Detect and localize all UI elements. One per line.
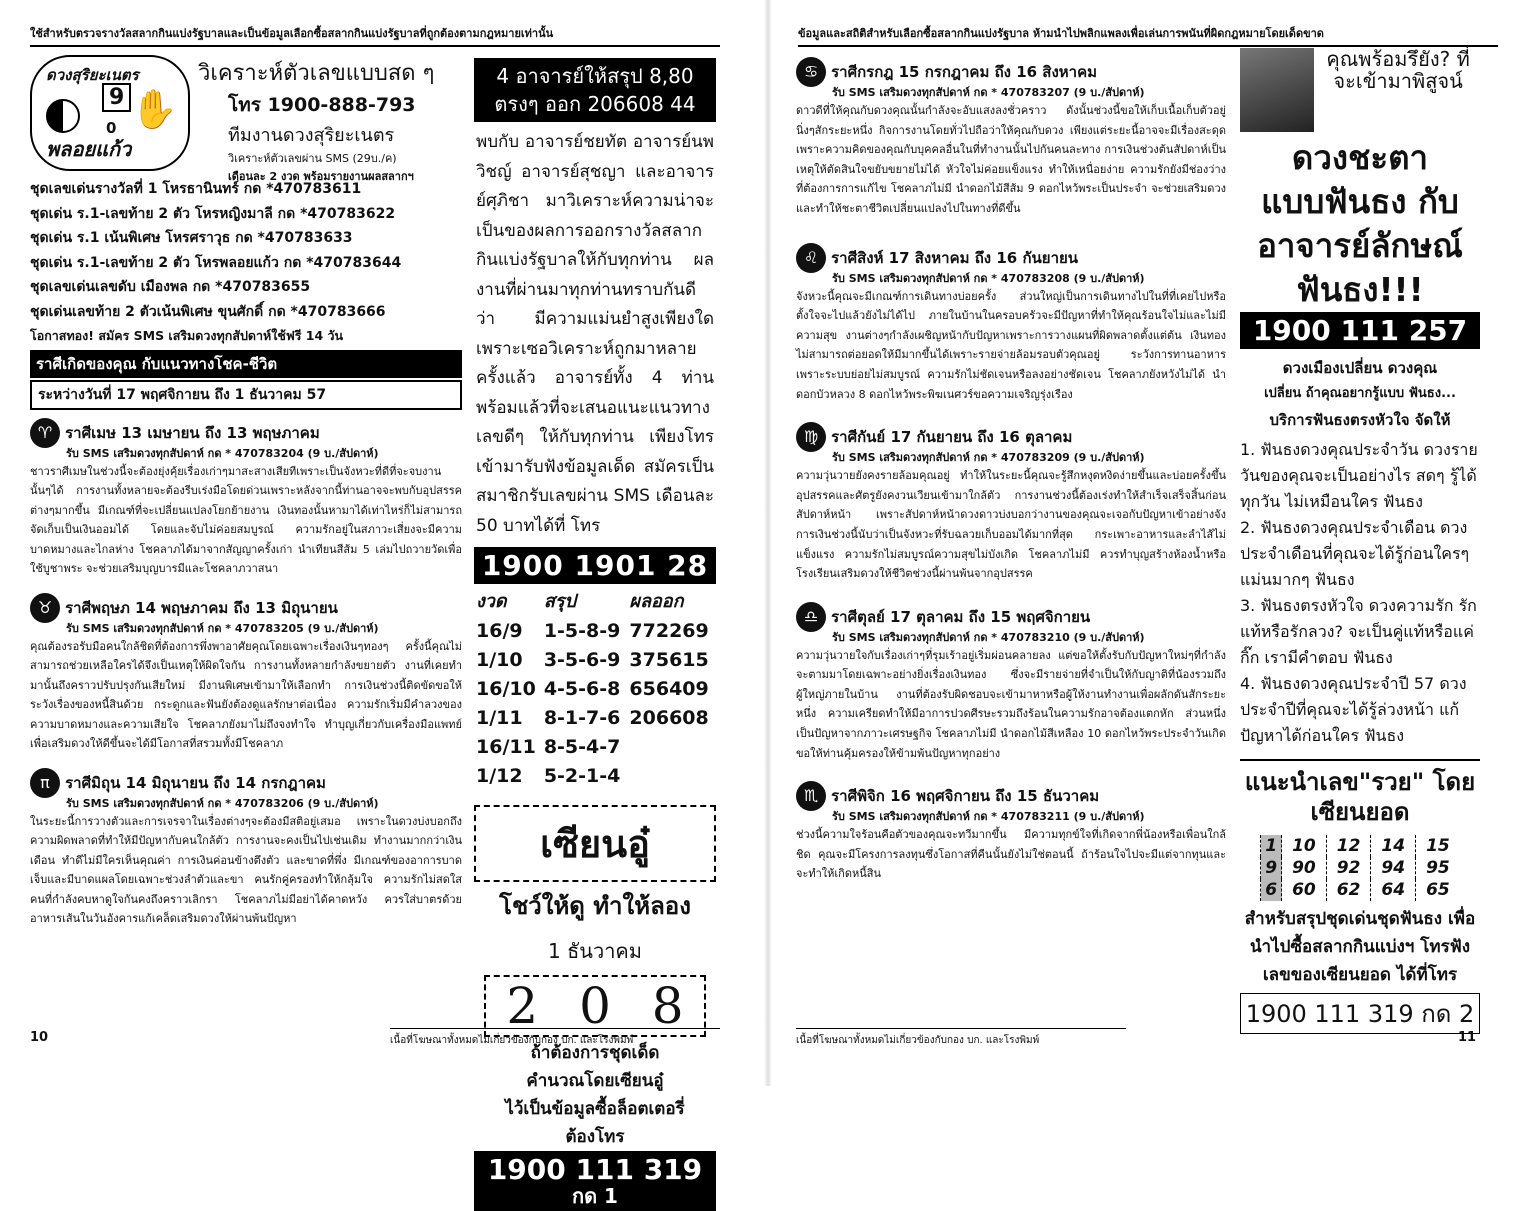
zodiac-sms: รับ SMS เสริมดวงทุกสัปดาห์ กด * 470783204 (9 บ./สัปดาห์)	[66, 446, 379, 460]
rich-numbers-title: แนะนำเลข"รวย" โดยเซียนยอด	[1240, 759, 1480, 827]
xian-digit: 0	[579, 977, 611, 1035]
zodiac-scorpio	[796, 781, 1226, 884]
libra-icon: ♎	[796, 602, 826, 632]
zodiac-sms: รับ SMS เสริมดวงทุกสัปดาห์ กด * 470783211 (9 บ./สัปดาห์)	[832, 810, 1145, 824]
scorpio-icon: ♏	[796, 781, 826, 811]
ad-headline-line: อาจารย์ลักษณ์	[1257, 226, 1463, 265]
logo-number-nine: 9	[102, 83, 131, 112]
table-cell: 64	[1371, 879, 1416, 901]
list-item: 2. ฟันธงดวงคุณประจำเดือน ดวงประจำเดือนที่คุณจะได้รู้ก่อนใครๆ แม่นมากๆ ฟันธง	[1240, 518, 1470, 589]
zodiac-title: ราศีเมษ 13 เมษายน ถึง 13 พฤษภาคม	[65, 423, 320, 442]
table-cell: 9	[1261, 857, 1282, 879]
grid-phone: 1900 111 319 กด 2	[1240, 993, 1480, 1034]
zodiac-text: ช่วงนี้ความใจร้อนคือตัวของคุณจะทวีมากขึ้น มีความทุกข์ใจที่เกิดจากพี่น้องหรือเพื่อนใกล้ชิด คุณจะมีโครงการลงทุนซึ่งโอกาสที่คืนนั้นยังไม่ใช่ตอนนี้ ถ้าร้อนใจไปจะมีแต่จากทุนและจะทำให้เกิดหนี้สิน	[796, 828, 1226, 881]
table-cell: 656409	[629, 678, 709, 700]
list-item: 3. ฟันธงตรงหัวใจ ดวงความรัก รักแท้หรือรักลวง? จะเป็นคู่แท้หรือแค่กิ๊ก เรามีคำตอบ ฟันธง	[1240, 596, 1477, 667]
right-footer: เนื้อที่โฆษณาทั้งหมดไม่เกี่ยวข้องกับกอง บก. และโรงพิมพ์	[796, 1028, 1126, 1048]
sms-promo: โอกาสทอง! สมัคร SMS เสริมดวงทุกสัปดาห์ใช้ฟรี 14 วัน	[30, 328, 344, 343]
table-cell: 5-2-1-4	[543, 765, 621, 787]
table-cell: 375615	[629, 649, 709, 671]
table-cell: 8-1-7-6	[543, 707, 621, 729]
taurus-icon: ♉	[30, 593, 60, 623]
right-page	[768, 0, 1536, 1086]
zodiac-sms: รับ SMS เสริมดวงทุกสัปดาห์ กด * 470783207 (9 บ./สัปดาห์)	[832, 86, 1145, 99]
table-row	[474, 675, 716, 704]
table-cell: 10	[1282, 835, 1327, 857]
four-masters-body: พบกับ อาจารย์ชยทัต อาจารย์นพวิชญ์ อาจารย์สุชญา และอาจารย์ศุภิชา มาวิเคราะห์ความน่าจะเป็นของผลการออกรางวัลสลากกินแบ่งรัฐบาลให้กับทุกท่าน ผลงานที่ผ่านมาทุกท่านทราบกันดีว่า มีความแม่นยำสูงเพียงใด เพราะเซอวิเคราะห์ถูกมาหลายครั้งแล้ว อาจารย์ทั้ง 4 ท่านพร้อมแล้วที่จะเสนอแนะแนวทางเลขดีๆ ให้กับทุกท่าน เพียงโทรเข้ามารับฟังข้อมูลเด็ด สมัครเป็นสมาชิกรับเลขผ่าน SMS เดือนละ 50 บาทได้ที่ โทร	[476, 132, 714, 536]
table-row	[474, 704, 716, 733]
zodiac-aries	[30, 418, 462, 579]
xian-title: เซียนอู๋	[474, 805, 716, 882]
zodiac-text: ดาวดีที่ให้คุณกับดวงคุณนั้นกำลังจะอับแสงลงชั่วคราว ดังนั้นช่วงนี้ขอให้เก็บเนื้อเก็บตัวอยู่นิ่งๆสักระยะหนึ่ง กิจการงานโดยทั่วไปถือว่าให้คุณกับดวง เพียงแต่ระยะนี้อาจจะมีเรื่องสะดุดเพราะความคิดของคุณกับบุคคลอื่นในที่ทำงานนั้นไปกันคนละทาง การเงินช่วงต้นสัปดาห์เป็นเหตุให้ตัดสินใจขยับขยายไม่ได้ หัวใจไม่ค่อยแข็งแรง ทำให้เหนื่อยง่าย ความรักยังมีช่องว่างที่ต้องการการแก้ไข โชคลาภไม่มี นำดอกไม้สีส้ม 9 ดอกไหว้พระเป็นประจำ จะช่วยเสริมดวงและทำให้ชะตาชีวิตเปลี่ยนแปลงไปในทางที่ดีขึ้น	[796, 104, 1226, 215]
brand-team: ทีมงานดวงสุริยะเนตร	[228, 125, 395, 146]
zodiac-text: ความวุ่นวายยังคงรายล้อมคุณอยู่ ทำให้ในระยะนี้คุณจะรู้สึกหงุดหงิดง่ายขึ้นและบ่อยครั้งขึ้น อุปสรรคและศัตรูยังคงวนเวียนเข้ามาใกล้ตัว การงานช่วงนี้ต้องเร่งทำให้สำเร็จเสร็จสิ้นก่อนสัปดาห์หน้า เพราะสัปดาห์หน้าดวงดาวบ่งบอกว่างานของคุณจะเจอกับปัญหาเข้าอย่างจัง การเงินช่วงนี้นับว่าเป็นจังหวะที่รับฉลวยเก็บออมได้มากที่สุด กระเพาะอาหารและลำไส้ไม่แข็งแรง ความรักไม่สมบูรณ์ความสุขไม่บังเกิด โชคลาภไม่มี ควรทำบุญสร้างห้องน้ำหรือโรงเรียนเสริมดวงให้ชีวิตช่วงนี้ผ่านพ้นจากอุปสรรค	[796, 469, 1226, 581]
xian-info	[474, 1039, 716, 1151]
sms-code-item: ชุดเด่นเลขท้าย 2 ตัวเน้นพิเศษ ขุนศักดิ์ กด *470783666	[30, 303, 386, 320]
table-cell: 90	[1282, 857, 1327, 879]
astrologer-ad-column	[1240, 48, 1480, 1034]
zodiac-title: ราศีกรกฎ 15 กรกฎาคม ถึง 16 สิงหาคม	[831, 63, 1097, 81]
table-cell: 4-5-6-8	[543, 678, 621, 700]
rich-numbers-grid	[1260, 835, 1460, 901]
xian-info-line: ต้องโทร	[565, 1127, 625, 1147]
table-cell: 1/11	[476, 707, 523, 729]
zodiac-leo	[796, 243, 1226, 405]
virgo-icon: ♍	[796, 422, 826, 452]
sms-code-list	[30, 177, 462, 349]
zodiac-title: ราศีกันย์ 17 กันยายน ถึง 16 ตุลาคม	[831, 428, 1073, 447]
xian-digit: 2	[506, 977, 539, 1035]
sms-code-item: ชุดเด่น ร.1-เลขท้าย 2 ตัว โหรพลอยแก้ว กด *470783644	[30, 254, 402, 271]
table-row	[1261, 857, 1460, 879]
zodiac-sms: รับ SMS เสริมดวงทุกสัปดาห์ กด * 470783208 (9 บ./สัปดาห์)	[832, 271, 1145, 285]
zodiac-sms: รับ SMS เสริมดวงทุกสัปดาห์ กด * 470783206 (9 บ./สัปดาห์)	[66, 796, 379, 810]
table-cell: 92	[1326, 857, 1371, 879]
xian-info-line: ถ้าต้องการชุดเด็ด	[530, 1043, 660, 1063]
logo-bottom-text: พลอยแก้ว	[46, 137, 132, 161]
ad-headline-line: ฟันธง!!!	[1296, 270, 1424, 309]
palm-hand-icon: ✋	[130, 87, 178, 131]
zodiac-sms: รับ SMS เสริมดวงทุกสัปดาห์ กด * 470783209 (9 บ./สัปดาห์)	[832, 451, 1145, 465]
table-cell: 15	[1416, 835, 1460, 857]
table-cell: 60	[1282, 879, 1327, 901]
left-page	[0, 0, 768, 1208]
table-row	[1261, 835, 1460, 857]
xian-phone-box	[474, 1151, 716, 1211]
table-cell: 65	[1416, 879, 1460, 901]
zodiac-sms: รับ SMS เสริมดวงทุกสัปดาห์ กด * 470783205 (9 บ./สัปดาห์)	[66, 621, 379, 635]
right-zodiac-column	[796, 57, 1226, 902]
ad-subtitle-line: บริการฟันธงตรงหัวใจ จัดให้	[1269, 411, 1451, 429]
four-masters-phone: 1900 1901 28	[474, 547, 716, 584]
table-row	[474, 762, 716, 791]
brand-box	[30, 55, 462, 183]
table-cell: 16/9	[476, 620, 523, 642]
table-cell: 16/10	[476, 678, 536, 700]
table-cell: 6	[1261, 879, 1282, 901]
zodiac-title: ราศีมิถุน 14 มิถุนายน ถึง 14 กรกฎาคม	[65, 773, 326, 792]
table-cell: 1	[1261, 835, 1282, 857]
logo-number-zero: 0	[106, 119, 117, 137]
right-top-line: ข้อมูลและสถิติสำหรับเลือกซื้อสลากกินแบ่งรัฐบาล ห้ามนำไปพลิกแพลงเพื่อเล่นการพนันที่ผิดกฎหมายโดยเด็ดขาด	[798, 24, 1498, 47]
table-row	[474, 646, 716, 675]
zodiac-gemini	[30, 768, 462, 929]
xian-info-line: ไว้เป็นข้อมูลซื้อล็อตเตอรี่	[505, 1099, 685, 1119]
zodiac-banner: ราศีเกิดของคุณ กับแนวทางโชค-ชีวิต	[30, 350, 462, 378]
table-cell: 206608	[629, 707, 709, 729]
sms-code-item: ชุดเด่น ร.1-เลขท้าย 2 ตัว โหรหญิงมาลี กด *470783622	[30, 205, 396, 222]
left-column	[30, 55, 462, 929]
table-row	[474, 733, 716, 762]
table-cell: 3-5-6-9	[543, 649, 621, 671]
logo-top-text: ดวงสุริยะเนตร	[46, 66, 139, 84]
zodiac-text: คุณต้องรอรับมือคนใกล้ชิดที่ต้องการพึ่งพาอาศัยคุณโดยเฉพาะเรื่องเงินๆทองๆ ครั้งนี้คุณไม่สามารถช่วยเหลือใครได้จึงเป็นเหตุให้ผิดใจกัน การงานทั้งหลายกำลังขยายตัว งานที่เคยทำมานั้นถึงคราวปรับปรุงกันเสียใหม่ มีงานพิเศษเข้ามาให้เลือกทำ การเงินช่วงนี้ติดขัดขอให้ระวังเรื่องของหนี้สินด้วย กระดูกและฟันยังต้องดูแลรักษาต่อเนื่อง ความรักเริ่มมีคำลวงของความบาดหมางและความเสียใจ โชคลาภยังมาไม่ถึงจงทำใจ ทำบุญเกี่ยวกับเครื่องมือแพทย์เพื่อเสริมดวงให้ดีขึ้นจะได้มีโอกาสที่สรวมทั้งมีโชคลาภ	[30, 639, 462, 750]
zodiac-title: ราศีพฤษภ 14 พฤษภาคม ถึง 13 มิถุนายน	[65, 598, 338, 617]
brand-monthly: เดือนละ 2 งวด พร้อมรายงานผลสลากฯ	[228, 170, 414, 183]
zodiac-libra	[796, 602, 1226, 764]
zodiac-text: ชาวราศีเมษในช่วงนี้จะต้องยุ่งคุ้ยเรื่องเก่าๆมาสะสางเสียทีเพราะเป็นจังหวะที่ดีที่จะจบงานนั้นๆได้ การงานทั้งหลายจะต้องรีบเร่งมือโดยด่วนเพราะหลังจากนี้ท่านอาจจะพบกับอุปสรรคต่างๆมากขึ้น มีเกณฑ์ที่จะเปลี่ยนแปลงโยกย้ายงาน เงินทองนั้นหามาได้เท่าไหร่ก็ไม่สามารถจัดเก็บเป็นเงินออมได้ โดยและจับไม่ค่อยสมบูรณ์ ความรักอยู่ในสภาวะเสี่ยงจะมีความบาดหมางและไกลห่าง โชคลาภได้มาจากสัญญาครั้งเก่า นำเทียนสีส้ม 5 เล่มไปถวายวัดเพื่อใช้บูชาพระ จะช่วยเสริมบุญบารมีและโชคลาภวาสนา	[30, 464, 462, 575]
cancer-icon: ♋	[796, 57, 826, 87]
ad-headline-line: แบบฟันธง กับ	[1261, 182, 1459, 221]
grid-description: สำหรับสรุปชุดเด่นชุดฟันธง เพื่อนำไปซื้อสลากกินแบ่งฯ โทรฟังเลขของเซียนยอด ได้ที่โทร	[1244, 909, 1476, 985]
zodiac-text: ในระยะนี้การวางตัวและการเจรจาในเรื่องต่างๆจะต้องมีสติอยู่เสมอ เพราะในดวงบ่งบอกถึงความผิดพลาดที่ทำให้มีปัญหากับคนใกล้ตัว การงานจะคงเป็นไปเช่นเดิม ทำงานมากกว่าเงินเดือน ทำดีไม่มีใครเห็นคุณค่า การเงินค่อนข้างตึงตัว และขาดที่พึ่ง มีเกณฑ์ของอาการบาดเจ็บและมีบาดแผลโดยเฉพาะช่วงลำตัวและขา คนรักคู่ครองทำให้กลุ้มใจ ความรักไม่สดใส คนที่กำลังคบหาดูใจกันคงถึงคราวเลิกรา โชคลาภไม่มีอย่าได้คาดหวัง ควรใส่บาตรด้วยอาหารเส้นในวันอังคารแก้เคล็ดเสริมดวงให้ผ่านพ้นปัญหา	[30, 814, 462, 925]
aries-icon: ♈	[30, 418, 60, 448]
ad-headline	[1240, 136, 1480, 312]
table-cell: 8-5-4-7	[543, 736, 621, 758]
table-cell: 14	[1371, 835, 1416, 857]
brand-phone: โทร 1900-888-793	[228, 94, 416, 116]
left-top-line: ใช้สำหรับตรวจรางวัลสลากกินแบ่งรัฐบาลและเป็นข้อมูลเลือกซื้อสลากกินแบ่งรัฐบาลที่ถูกต้องตามกฎหมายเท่านั้น	[30, 24, 720, 47]
zodiac-title: ราศีตุลย์ 17 ตุลาคม ถึง 15 พฤศจิกายน	[831, 607, 1091, 626]
results-table	[474, 584, 716, 791]
xian-phone: 1900 111 319	[487, 1153, 703, 1186]
xian-info-line: คำนวณโดยเซียนอู๋	[526, 1071, 664, 1091]
table-cell: 62	[1326, 879, 1371, 901]
zodiac-virgo	[796, 422, 1226, 584]
zodiac-text: จังหวะนี้คุณจะมีเกณฑ์การเดินทางบ่อยครั้ง ส่วนใหญ่เป็นการเดินทางไปในที่ที่เคยไปหรือตั้งใจจะไปแล้วยังไม่ได้ไป ภายในบ้านในครอบครัวจะมีปัญหาที่ทำให้คุณร้อนใจไม่และไม่มีความสุข งานต่างๆกำลังเผชิญหน้ากับปัญหาเพราะการวางแผนที่ผิดพลาดตั้งแต่ต้น เงินทองไม่สามารถต่อยอดให้มีมากขึ้นได้เพราะรายจ่ายล้อมรอบตัวคุณอยู่ ระวังการทานอาหารเพราะระบบย่อยไม่สมบูรณ์ ความรักไม่ชัดเจนหรือลงอย่างชัดเจน โชคลาภยังหวังไม่ได้ นำดอกบัวหลวง 8 ดอกไหว้พระพิฆเนศวร์ขอความเจริญรุ่งเรือง	[796, 289, 1226, 401]
gemini-icon: π	[30, 768, 60, 798]
astrologer-photo	[1240, 48, 1314, 132]
table-cell: 1/12	[476, 765, 523, 787]
results-header-row	[474, 584, 716, 617]
results-header-cell: งวด	[476, 591, 507, 612]
left-footer: เนื้อที่โฆษณาทั้งหมดไม่เกี่ยวข้องกับกอง บก. และโรงพิมพ์	[390, 1028, 720, 1048]
table-row	[474, 617, 716, 646]
table-cell: 16/11	[476, 736, 536, 758]
ad-question: คุณพร้อมรึยัง? ที่จะเข้ามาพิสูจน์	[1326, 47, 1470, 93]
zodiac-sms: รับ SMS เสริมดวงทุกสัปดาห์ กด * 470783210 (9 บ./สัปดาห์)	[832, 630, 1145, 644]
table-cell	[627, 762, 716, 791]
xian-date: 1 ธันวาคม	[548, 939, 642, 963]
table-cell: 94	[1371, 857, 1416, 879]
list-item: 4. ฟันธงดวงคุณประจำปี 57 ดวงประจำปีที่คุณจะได้รู้ล่วงหน้า แก้ปัญหาได้ก่อนใคร ฟันธง	[1240, 674, 1467, 745]
table-cell: 95	[1416, 857, 1460, 879]
xian-press: กด 1	[572, 1184, 618, 1208]
list-item: 1. ฟันธงดวงคุณประจำวัน ดวงรายวันของคุณจะเป็นอย่างไร สดๆ รู้ได้ทุกวัน ไม่เหมือนใคร ฟันธง	[1240, 440, 1478, 511]
table-cell: 772269	[629, 620, 709, 642]
ad-top	[1240, 48, 1480, 132]
ad-subtitle	[1240, 355, 1480, 433]
zodiac-title: ราศีสิงห์ 17 สิงหาคม ถึง 16 กันยายน	[831, 248, 1079, 267]
ad-phone: 1900 111 257	[1240, 312, 1480, 349]
brand-text	[198, 55, 462, 183]
table-row	[1261, 879, 1460, 901]
four-masters-headline: 4 อาจารย์ให้สรุป 8,80 ตรงๆ ออก 206608 44	[474, 58, 716, 122]
ad-service-list	[1240, 437, 1480, 749]
brand-sms: วิเคราะห์ตัวเลขผ่าน SMS (29บ./ค)	[228, 152, 397, 165]
xian-digit: 8	[651, 977, 684, 1035]
brand-title: วิเคราะห์ตัวเลขแบบสด ๆ	[198, 61, 435, 86]
sms-code-item: ชุดเลขเด่นรางวัลที่ 1 โหรธานินทร์ กด *470783611	[30, 181, 362, 197]
zodiac-taurus	[30, 593, 462, 754]
ad-subtitle-line: ดวงเมืองเปลี่ยน ดวงคุณ	[1282, 359, 1438, 377]
results-header-cell: ผลออก	[629, 591, 684, 612]
zodiac-date-range: ระหว่างวันที่ 17 พฤศจิกายน ถึง 1 ธันวาคม 57	[30, 380, 462, 410]
sms-code-item: ชุดเด่น ร.1 เน้นพิเศษ โหรศราวุธ กด *470783633	[30, 230, 353, 246]
leo-icon: ♌	[796, 243, 826, 273]
table-cell: 1/10	[476, 649, 523, 671]
fortune-logo	[30, 55, 190, 171]
table-cell: 12	[1326, 835, 1371, 857]
xian-subtitle: โชว์ให้ดู ทำให้ลอง	[499, 892, 691, 920]
ad-subtitle-line: เปลี่ยน ถ้าคุณอยากรู้แบบ ฟันธง...	[1264, 386, 1456, 401]
sms-code-item: ชุดเลขเด่นเลขดับ เมืองพล กด *470783655	[30, 279, 311, 295]
ad-headline-line: ดวงชะตา	[1291, 138, 1429, 177]
right-page-number: 11	[1458, 1030, 1477, 1045]
left-page-number: 10	[30, 1030, 49, 1045]
yin-yang-icon	[46, 99, 80, 133]
zodiac-title: ราศีพิจิก 16 พฤศจิกายน ถึง 15 ธันวาคม	[831, 787, 1100, 806]
table-cell	[627, 733, 716, 762]
table-cell: 1-5-8-9	[543, 620, 621, 642]
zodiac-cancer	[796, 57, 1226, 219]
zodiac-text: ความวุ่นวายใจกับเรื่องเก่าๆที่รุมเร้าอยู่เริ่มผ่อนคลายลง แต่ขอให้ตั้งรับกับปัญหาใหม่ๆที่กำลังจะตามมาโดยเฉพาะอย่างยิ่งเรื่องเงินทอง ซึ่งจะมีรายจ่ายที่จำเป็นให้กับญาติที่น้องรวมถึงผู้ใหญ่ภายในบ้าน งานที่ต้องรับผิดชอบจะเข้ามาหาหรือผู้ให้งานทำงานเพื่อผลักดันสักระยะหนึ่ง ความเครียดทำให้มีอาการปวดศีรษะรวมถึงร้อนในความรักอาจต้องแตกหัก ส่วนหนึ่งเป็นปัญหาจากภาวะเศรษฐกิจ โชคลาภไม่มี นำดอกไม้สีเหลือง 10 ดอกไหว้พระประจำวันเกิด ขอให้ท่านคุ้มครองให้ข้ามพ้นปัญหาทุกอย่าง	[796, 648, 1226, 760]
results-header-cell: สรุป	[543, 591, 576, 612]
